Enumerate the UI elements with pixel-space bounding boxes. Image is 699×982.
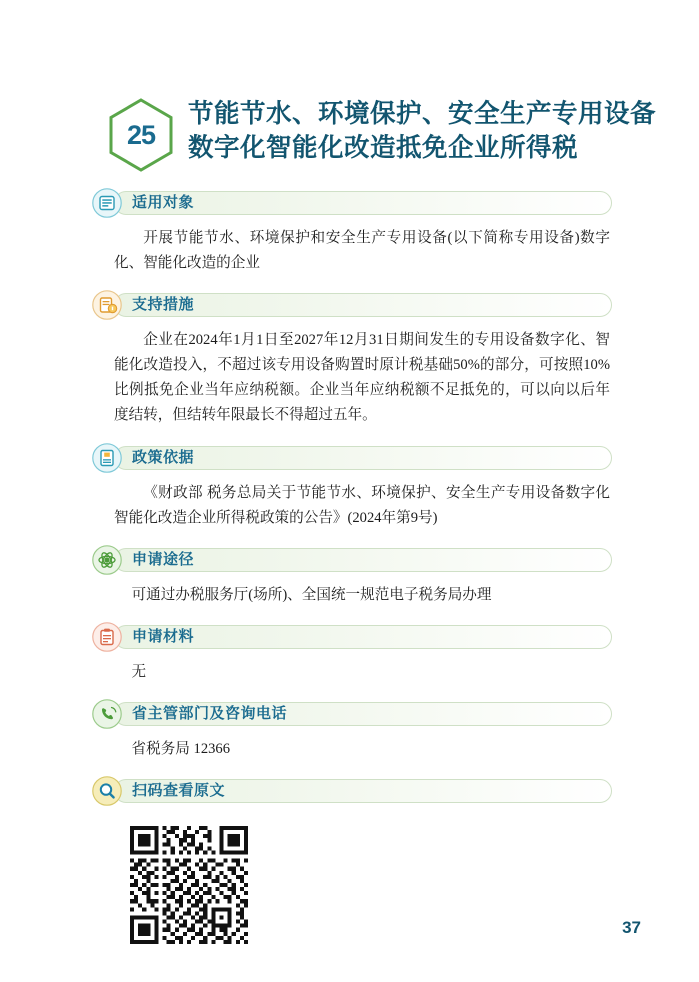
section-applicable-target [92, 188, 612, 276]
section-label: 申请途径 [132, 550, 195, 568]
page-header [0, 86, 699, 172]
section-paragraph: 可通过办税服务厅(场所)、全国统一规范电子税务局办理 [131, 586, 492, 603]
section-paragraph: 省税务局 12366 [131, 740, 231, 757]
section-body [92, 658, 612, 685]
section-body [92, 581, 612, 608]
section-label: 适用对象 [132, 194, 195, 211]
section-label: 省主管部门及咨询电话 [132, 704, 288, 722]
hotline-icon [92, 699, 122, 729]
applicable-target-icon [92, 188, 122, 218]
section-header [92, 290, 612, 320]
qr-code [130, 826, 248, 944]
section-label: 政策依据 [132, 448, 195, 466]
section-paragraph: 《财政部 税务总局关于节能节水、环境保护、安全生产专用设备数字化智能化改造企业所得税政策的公告》(2024年第9号) [114, 484, 610, 526]
section-label: 扫码查看原文 [132, 782, 226, 800]
section-paragraph: 开展节能节水、环境保护和安全生产专用设备(以下简称专用设备)数字化、智能化改造的企业 [114, 230, 610, 272]
section-header [92, 622, 612, 652]
application-materials-icon [92, 622, 122, 652]
section-header [92, 188, 612, 218]
qr-scan-icon [92, 776, 122, 806]
section-header [92, 443, 612, 473]
section-policy-basis [92, 443, 612, 531]
page-title-line-1: 节能节水、环境保护、安全生产专用设备 [188, 100, 657, 128]
section-paragraph: 无 [131, 663, 147, 680]
qr-code-container [92, 812, 612, 944]
support-measure-icon [92, 290, 122, 320]
page-title-line-2: 数字化智能化改造抵免企业所得税 [188, 133, 579, 162]
section-body [92, 326, 612, 428]
page-title [188, 86, 656, 166]
section-application-channel [92, 545, 612, 608]
section-number: 25 [126, 119, 156, 150]
section-body [92, 224, 612, 276]
section-qr-scan [92, 776, 612, 944]
section-header [92, 776, 612, 806]
section-support-measure [92, 290, 612, 428]
section-body [92, 479, 612, 531]
section-paragraph: 企业在2024年1月1日至2027年12月31日期间发生的专用设备数字化、智能化改造投入，不超过该专用设备购置时原计税基础50%的部分，可按照10%比例抵免企业当年应纳税额。企业当年应纳税额不足抵免的，可以向以后年度结转，但结转年限最长不得超过五年。 [114, 332, 610, 424]
section-header [92, 699, 612, 729]
section-body [92, 735, 612, 762]
section-label: 支持措施 [132, 296, 195, 314]
policy-basis-icon [92, 443, 122, 473]
content-body [92, 188, 612, 946]
section-application-materials [92, 622, 612, 685]
application-channel-icon [92, 545, 122, 575]
section-label: 申请材料 [132, 627, 195, 645]
page-number: 37 [622, 918, 641, 937]
section-hotline [92, 699, 612, 762]
section-header [92, 545, 612, 575]
section-number-badge [108, 98, 174, 172]
